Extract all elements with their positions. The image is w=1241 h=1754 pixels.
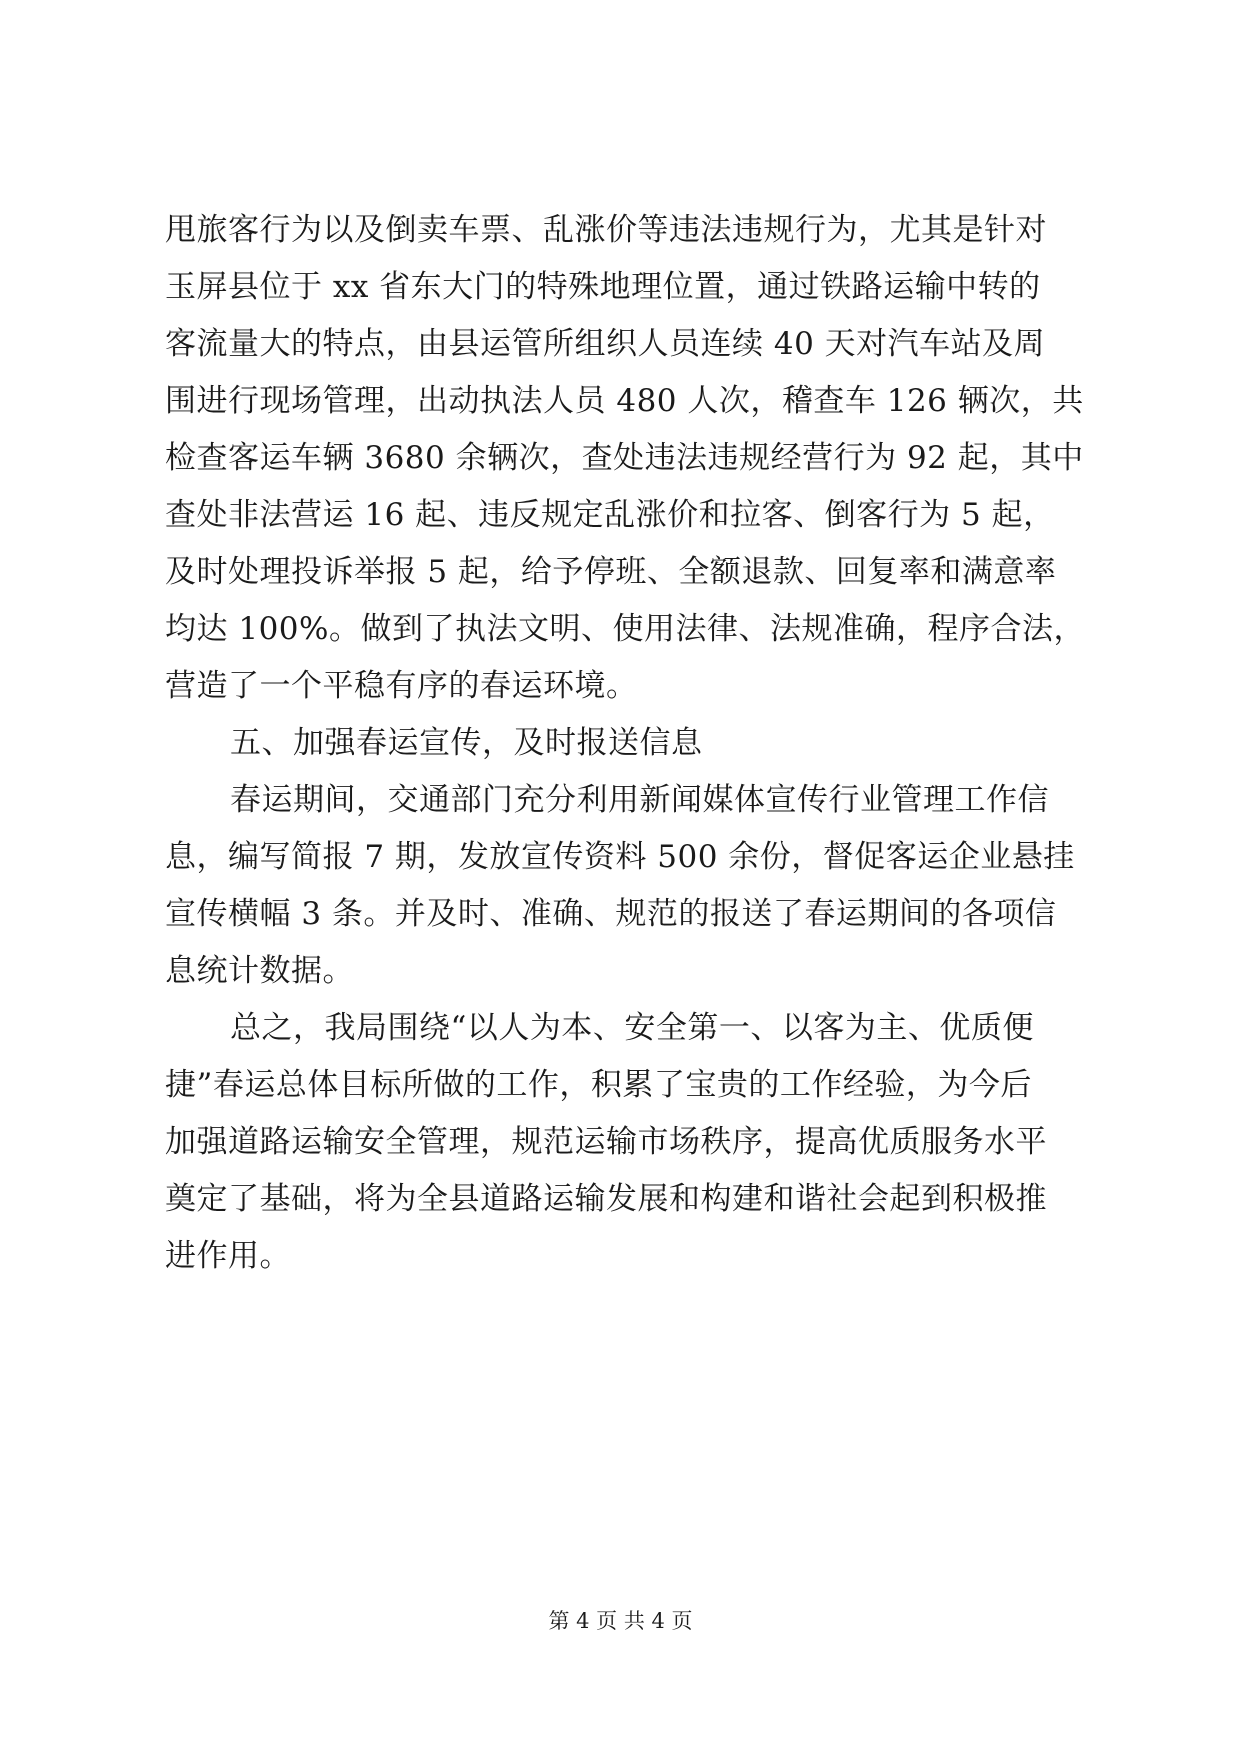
paragraph-line: 玉屏县位于 xx 省东大门的特殊地理位置，通过铁路运输中转的 [165,269,1041,305]
paragraph-line: 总之，我局围绕“以人为本、安全第一、以客为主、优质便 [230,1010,1034,1046]
paragraph-line: 甩旅客行为以及倒卖车票、乱涨价等违法违规行为，尤其是针对 [165,212,1047,248]
paragraph-line: 及时处理投诉举报 5 起，给予停班、全额退款、回复率和满意率 [165,554,1057,590]
paragraph-line: 捷”春运总体目标所做的工作，积累了宝贵的工作经验，为今后 [165,1067,1032,1103]
paragraph-line: 查处非法营运 16 起、违反规定乱涨价和拉客、倒客行为 5 起， [165,497,1055,533]
paragraph-line: 围进行现场管理，出动执法人员 480 人次，稽查车 126 辆次，共 [165,383,1084,419]
section-heading: 五、加强春运宣传，及时报送信息 [230,725,703,761]
paragraph-line: 进作用。 [165,1238,291,1274]
paragraph-line: 均达 100%。做到了执法文明、使用法律、法规准确，程序合法， [165,611,1085,647]
page-number-footer: 第 4 页 共 4 页 [548,1609,693,1633]
paragraph-line: 春运期间，交通部门充分利用新闻媒体宣传行业管理工作信 [230,782,1049,818]
paragraph-line: 检查客运车辆 3680 余辆次，查处违法违规经营行为 92 起，其中 [165,440,1084,476]
paragraph-line: 客流量大的特点，由县运管所组织人员连续 40 天对汽车站及周 [165,326,1046,362]
paragraph-line: 营造了一个平稳有序的春运环境。 [165,668,638,704]
paragraph-line: 奠定了基础，将为全县道路运输发展和构建和谐社会起到积极推 [165,1181,1047,1217]
paragraph-line: 加强道路运输安全管理，规范运输市场秩序，提高优质服务水平 [165,1124,1047,1160]
paragraph-line: 宣传横幅 3 条。并及时、准确、规范的报送了春运期间的各项信 [165,896,1057,932]
paragraph-line: 息，编写简报 7 期，发放宣传资料 500 余份，督促客运企业悬挂 [165,839,1075,875]
paragraph-line: 息统计数据。 [165,953,354,989]
